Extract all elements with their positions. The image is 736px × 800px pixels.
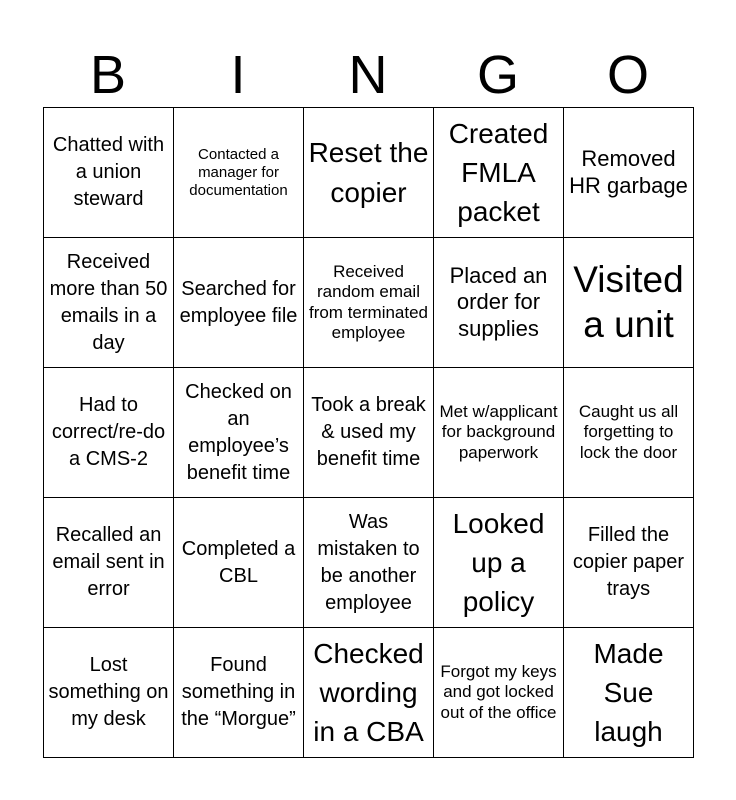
bingo-row bbox=[44, 628, 694, 758]
bingo-cell[interactable]: Searched for employee file bbox=[174, 238, 304, 368]
bingo-row bbox=[44, 368, 694, 498]
bingo-cell[interactable]: Checked on an employee’s benefit time bbox=[174, 368, 304, 498]
bingo-cell[interactable]: Received random email from terminated employee bbox=[304, 238, 434, 368]
bingo-row bbox=[44, 238, 694, 368]
bingo-cell[interactable]: Chatted with a union steward bbox=[44, 108, 174, 238]
bingo-row bbox=[44, 108, 694, 238]
bingo-cell[interactable]: Was mistaken to be another employee bbox=[304, 498, 434, 628]
bingo-row bbox=[44, 498, 694, 628]
header-letter-b: B bbox=[89, 45, 127, 105]
bingo-card-grid bbox=[43, 107, 694, 758]
header-letter-o: O bbox=[606, 45, 649, 105]
bingo-cell[interactable]: Found something in the “Morgue” bbox=[174, 628, 304, 758]
bingo-cell[interactable]: Contacted a manager for documentation bbox=[174, 108, 304, 238]
bingo-cell[interactable]: Looked up a policy bbox=[434, 498, 564, 628]
bingo-cell[interactable]: Removed HR garbage bbox=[564, 108, 694, 238]
bingo-cell[interactable]: Reset the copier bbox=[304, 108, 434, 238]
bingo-cell[interactable]: Met w/applicant for background paperwork bbox=[434, 368, 564, 498]
bingo-cell[interactable]: Filled the copier paper trays bbox=[564, 498, 694, 628]
bingo-cell[interactable]: Received more than 50 emails in a day bbox=[44, 238, 174, 368]
bingo-cell[interactable]: Made Sue laugh bbox=[564, 628, 694, 758]
bingo-cell[interactable]: Caught us all forgetting to lock the door bbox=[564, 368, 694, 498]
header-letter-i: I bbox=[230, 45, 246, 105]
header-letter-n: N bbox=[348, 45, 388, 105]
bingo-cell[interactable]: Had to correct/re-do a CMS-2 bbox=[44, 368, 174, 498]
bingo-cell[interactable]: Completed a CBL bbox=[174, 498, 304, 628]
bingo-header bbox=[43, 44, 693, 106]
bingo-cell[interactable]: Checked wording in a CBA bbox=[304, 628, 434, 758]
bingo-cell[interactable]: Forgot my keys and got locked out of the office bbox=[434, 628, 564, 758]
bingo-cell[interactable]: Placed an order for supplies bbox=[434, 238, 564, 368]
header-letter-g: G bbox=[476, 45, 519, 105]
bingo-cell[interactable]: Recalled an email sent in error bbox=[44, 498, 174, 628]
bingo-cell[interactable]: Took a break & used my benefit time bbox=[304, 368, 434, 498]
bingo-cell[interactable]: Created FMLA packet bbox=[434, 108, 564, 238]
bingo-cell[interactable]: Lost something on my desk bbox=[44, 628, 174, 758]
bingo-cell[interactable]: Visited a unit bbox=[564, 238, 694, 368]
